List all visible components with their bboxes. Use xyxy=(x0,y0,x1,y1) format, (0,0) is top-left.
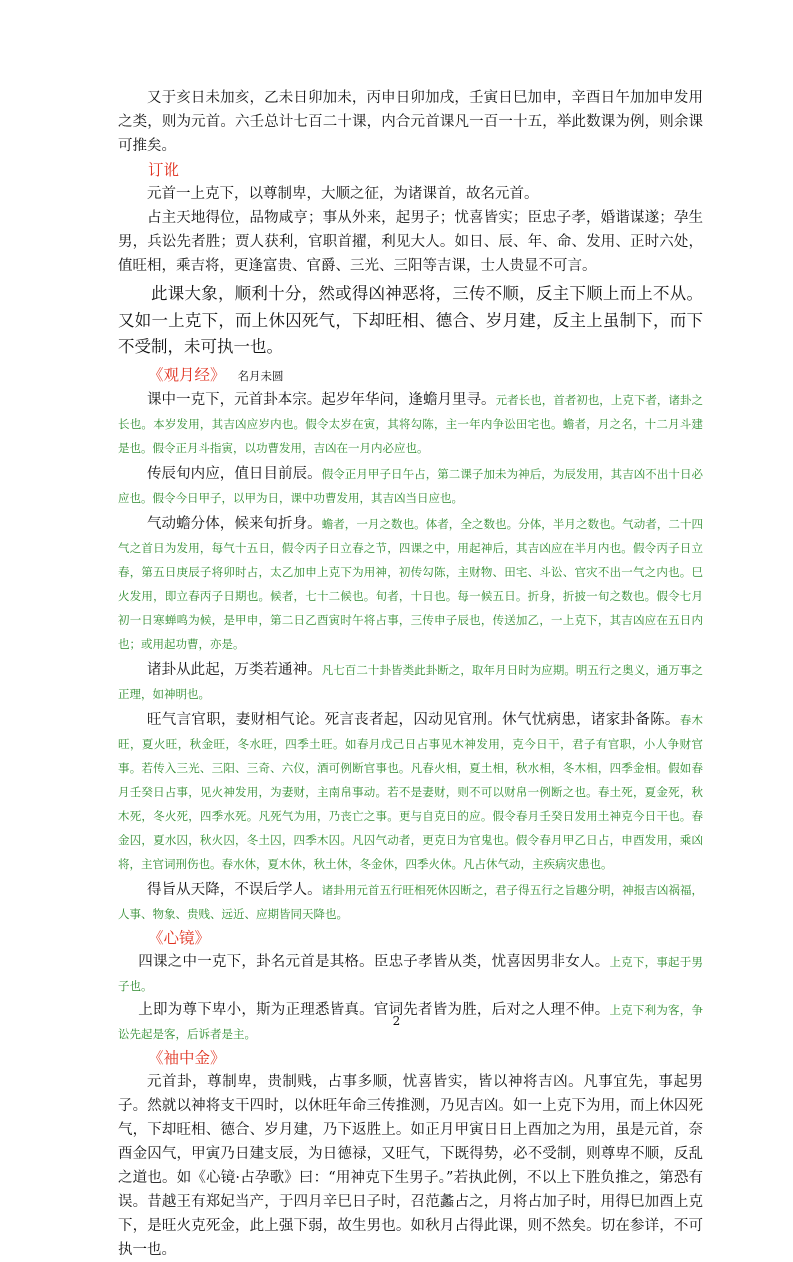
paragraph-8 xyxy=(118,658,703,706)
annotation-11: 上克下，事起于男子也。 xyxy=(118,954,703,993)
heading-guanyue-text: 《观月经》 xyxy=(148,365,226,384)
heading-tingzheng-text: 订讹 xyxy=(148,161,180,179)
annotation-8: 凡七百二十卦皆类此卦断之，取年月日时为应期。明五行之奥义，通万事之正理，如神明也。 xyxy=(118,662,704,701)
paragraph-3: 占主天地得位，品物咸亨；事从外来，起男子；忧喜皆实；臣忠子孝，婚谐谋遂；孕生男，兵讼先者胜；贾人获利，官职首擢，利见大人。如日、辰、年、命、发用、正时六处，值旺相，乘吉将，更逢富贵、官爵、三光、三阳等吉课，士人贵显不可言。 xyxy=(118,210,703,274)
verse-12: 上即为尊下卑小，斯为正理悉皆真。官词先者皆为胜，后对之人理不伸。 xyxy=(138,1001,610,1018)
annotation-6: 假令正月甲子日午占，第二课子加未为神后，为辰发用，其吉凶不出十日必应也。假令今日甲子，以甲为日，课中功曹发用，其吉凶当日应也。 xyxy=(118,466,704,505)
paragraph-7 xyxy=(118,512,703,656)
verse-9: 旺气言官职，妻财相气论。死言丧者起，囚动见官刑。休气忧病患，诸家卦备陈。 xyxy=(147,711,680,728)
heading-tingzheng xyxy=(118,158,703,182)
paragraph-2: 元首一上克下，以尊制卑，大顺之征，为诸课首，故名元首。 xyxy=(147,186,539,202)
heading-guanyue xyxy=(118,363,703,388)
heading-xinjing-text: 《心镜》 xyxy=(148,928,211,947)
verse-6: 传辰旬内应，值日目前辰。 xyxy=(147,465,322,482)
heading-xinjing xyxy=(118,926,703,950)
verse-5: 课中一克下，元首卦本宗。起岁年华问，逢蟾月里寻。 xyxy=(147,391,496,408)
annotation-9: 春木旺，夏火旺，秋金旺，冬水旺，四季土旺。如春月戊己日占事见木神发用，克今日干，君子有官职，小人争财官事。若传入三光、三阳、三奇、六仪，酒可例断官事也。凡春火相，夏土相，秋水相，冬木相，四季金相。假如春月壬癸日占事，见火神发用，为妻财，主南帛事动。若不是妻财，则不可以财帛一例断之也。春土死，夏金死，秋木死，冬火死，四季水死。凡死气为用，乃丧亡之事。更与自克日的应。假令春月壬癸日发用土神克今日干也。春金囚，夏水囚，秋火囚，冬土囚，四季木囚。凡囚气动者，更克日为官鬼也。假令春月甲乙日占，申酉发用，乘凶将，主官词刑伤也。春水休，夏木休，秋土休，冬金休，四季火休。凡占休气动，主疾病灾患也。 xyxy=(118,712,704,871)
page-content xyxy=(118,86,703,1262)
paragraph-10 xyxy=(118,878,703,926)
paragraph-11 xyxy=(118,950,703,998)
heading-guanyue-note: 名月未圆 xyxy=(237,368,284,383)
page-number: 2 xyxy=(392,1014,401,1028)
paragraph-1: 又于亥日未加亥，乙未日卯加未，丙申日卯加戌，壬寅日巳加申，辛酉日午加加申发用之类，则为元首。六壬总计七百二十课，内合元首课凡一百一十五，举此数课为例，则余课可推矣。 xyxy=(118,90,703,154)
annotation-5: 元者长也，首者初也，上克下者，诸卦之长也。本岁发用，其吉凶应岁内也。假令太岁在寅，其将勾陈，主一年内争讼田宅也。蟾者，月之名，十二月斗建是也。假令正月斗指寅，以功曹发用，吉凶在一月内必应也。 xyxy=(118,392,704,455)
annotation-12: 上克下利为客，争讼先起是客，后诉者是主。 xyxy=(118,1002,703,1041)
paragraph-5 xyxy=(118,388,703,460)
annotation-10: 诸卦用元首五行旺相死休囚断之，君子得五行之旨趣分明，神报吉凶祸福，人事、物象、贵贱、远近、应期皆同天降也。 xyxy=(118,882,704,921)
paragraph-13: 元首卦，尊制卑，贵制贱，占事多顺，忧喜皆实，皆以神将吉凶。凡事宜先，事起男子。然就以神将支干四时，以休旺年命三传推测，乃见吉凶。如一上克下为用，而上休囚死气，下却旺相、德合、岁月建，乃下返胜上。如正月甲寅日日上酉加之为用，虽是元首，奈酉金囚气，甲寅乃日建支辰，为日德禄，又旺气，下既得势，必不受制，则尊卑不顺，反乱之道也。如《心镜·占孕歌》曰：“用神克下生男子。”若执此例，不以上下胜负推之，第恐有误。昔越王有郑妃当产，于四月辛巳日子时，召范蠡占之，月将占加子时，用得巳加酉上克下，是旺火克死金，此上强下弱，故生男也。如秋月占得此课，则不然矣。切在参详，不可执一也。 xyxy=(118,1073,703,1258)
paragraph-6 xyxy=(118,462,703,510)
verse-8: 诸卦从此起，万类若通神。 xyxy=(147,661,322,678)
verse-7: 气动蟾分体，候来旬折身。 xyxy=(147,515,322,532)
annotation-7: 蟾者，一月之数也。体者，全之数也。分体，半月之数也。气动者，二十四气之首日为发用，每气十五日，假令丙子日立春之节，四课之中，用起神后，其吉凶应在半月内也。假令丙子日立春，第五日庚辰子将卯时占，太乙加申上克下为用神，初传勾陈，主财物、田宅、斗讼、官灾不出一气之内也。巳火发用，即立春丙子日期也。候者，七十二候也。旬者，十日也。每一候五日。折身，折披一旬之数也。假令七月初一日寒蝉鸣为候，是甲申，第二日乙酉寅时午将占事，三传申子辰也，传送加乙，一上克下，其吉凶应在五日内也；或用起功曹，亦是。 xyxy=(118,516,704,651)
paragraph-4: 此课大象，顺利十分，然或得凶神恶将，三传不顺，反主下顺上而上不从。又如一上克下，而上休囚死气，下却旺相、德合、岁月建，反主上虽制下，而下不受制，未可执一也。 xyxy=(118,284,703,356)
paragraph-9 xyxy=(118,708,703,876)
heading-xiuzhong xyxy=(118,1046,703,1070)
verse-11: 四课之中一克下，卦名元首是其格。臣忠子孝皆从类，忧喜因男非女人。 xyxy=(138,953,610,970)
verse-10: 得旨从天降，不误后学人。 xyxy=(147,881,322,898)
heading-xiuzhong-text: 《袖中金》 xyxy=(148,1048,226,1067)
